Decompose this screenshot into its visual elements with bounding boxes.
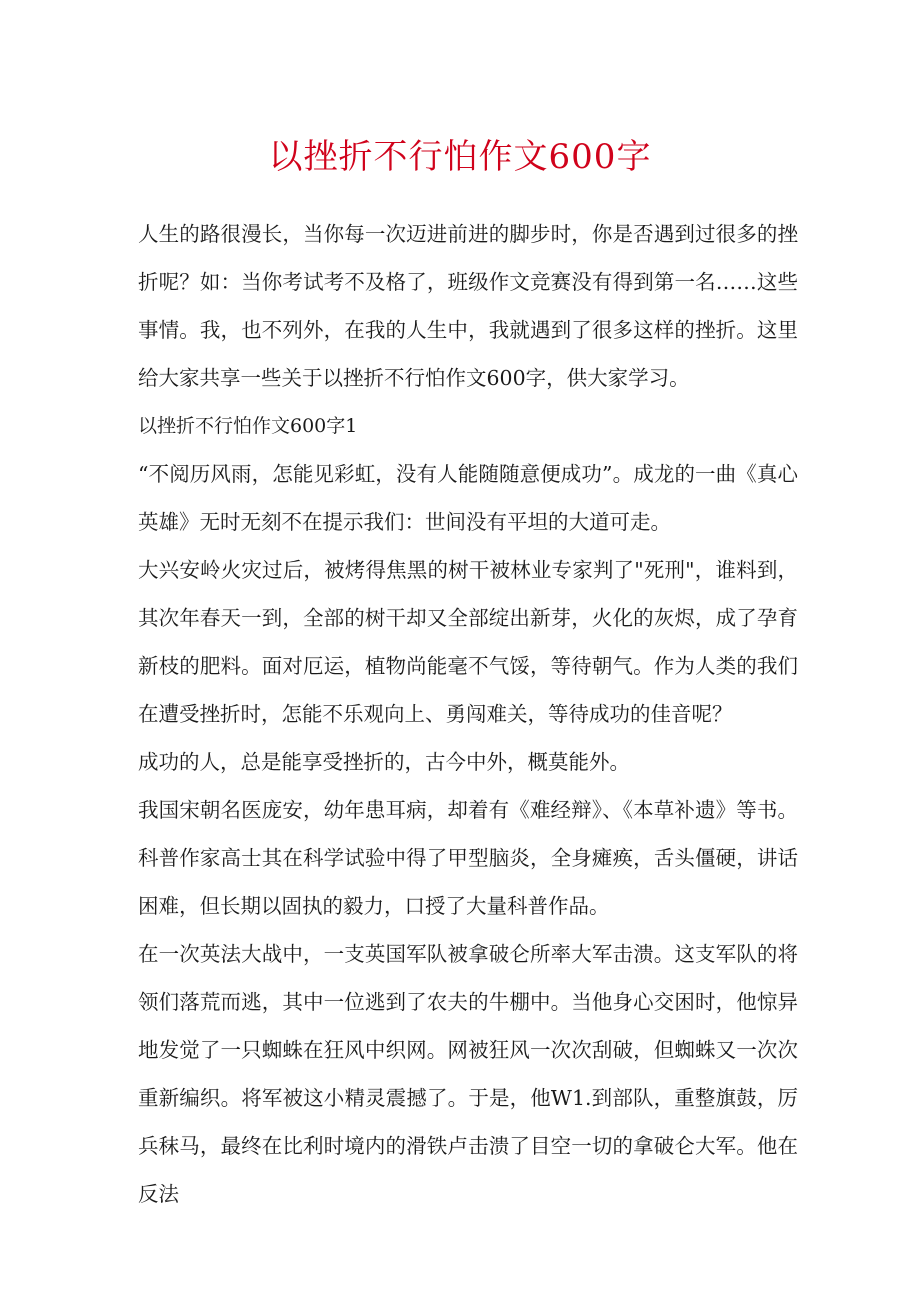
body-paragraph: 在一次英法大战中，一支英国军队被拿破仑所率大军击溃。这支军队的将领们落荒而逃，其中一位逃到了农夫的牛棚中。当他身心交困时，他惊异地发觉了一只蜘蛛在狂风中织网。网被狂风一次次刮破，但蜘蛛又一次次重新编织。将军被这小精灵震撼了。于是，他W1.到部队，重整旗鼓，厉兵秣马，最终在比利时境内的滑铁卢击溃了目空一切的拿破仑大军。他在反法 [138,942,798,1206]
body-paragraph: 成功的人，总是能享受挫折的，古今中外，概莫能外。 [138,750,630,774]
body-paragraph: 大兴安岭火灾过后，被烤得焦黑的树干被林业专家判了"死刑"，谁料到，其次年春天一到，全部的树干却又全部绽出新芽，火化的灰烬，成了孕育新枝的肥料。面对厄运，植物尚能毫不气馁，等待朝气。作为人类的我们在遭受挫折时，怎能不乐观向上、勇闯难关，等待成功的佳音呢？ [138,558,798,726]
body-paragraph: “不阅历风雨，怎能见彩虹，没有人能随随意便成功”。成龙的一曲《真心英雄》无时无刻不在提示我们：世间没有平坦的大道可走。 [138,462,798,534]
body-paragraph: 我国宋朝名医庞安，幼年患耳病，却着有《难经辩》、《本草补遗》等书。科普作家高士其在科学试验中得了甲型脑炎，全身瘫痪，舌头僵硬，讲话困难，但长期以固执的毅力，口授了大量科普作品。 [138,798,798,918]
document-title: 以挫折不行怕作文600字 [268,137,652,177]
section-heading: 以挫折不行怕作文600字1 [138,415,358,437]
document-body [138,210,798,1218]
intro-paragraph: 人生的路很漫长，当你每一次迈进前进的脚步时，你是否遇到过很多的挫折呢？如：当你考试考不及格了，班级作文竞赛没有得到第一名……这些事情。我，也不列外，在我的人生中，我就遇到了很多这样的挫折。这里给大家共享一些关于以挫折不行怕作文600字，供大家学习。 [138,222,798,390]
